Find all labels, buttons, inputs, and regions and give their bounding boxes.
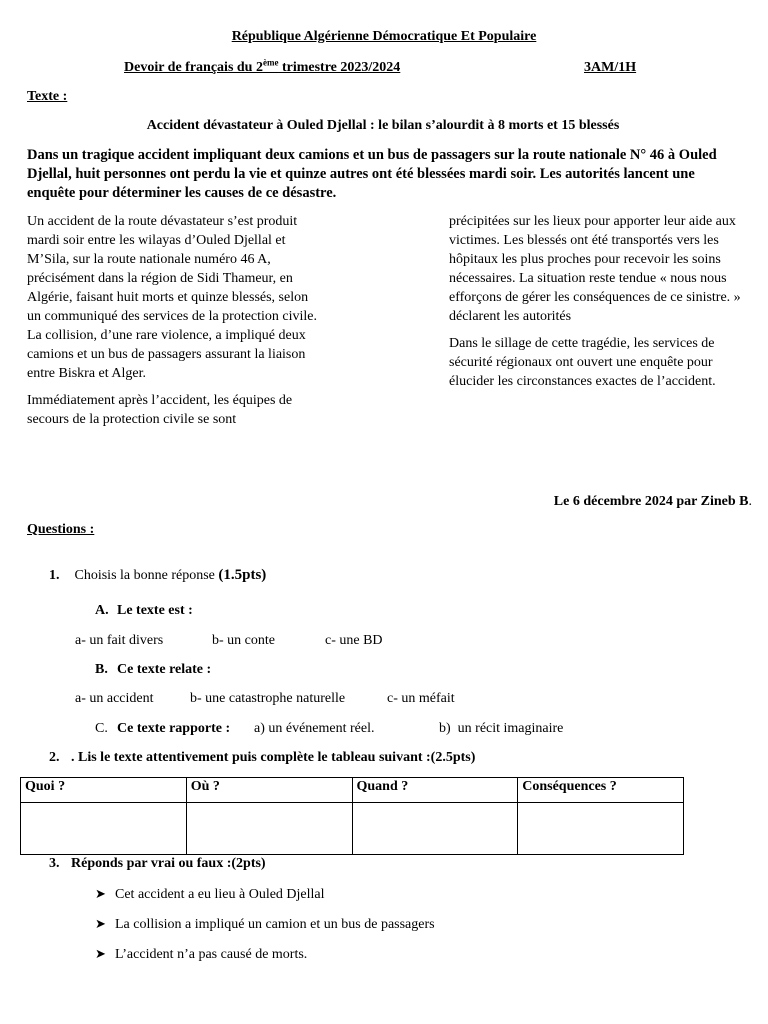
option-1a-b: b- un conte [212, 633, 275, 648]
answer-cell-consequences[interactable] [518, 803, 684, 855]
option-1a-c: c- une BD [325, 633, 383, 648]
article-lead: Dans un tragique accident impliquant deux camions et un bus de passagers sur la route nationale N° 46 à Ouled Djellal, huit personnes ont perdu la vie et quinze autres ont été blessées mardi soir. Les autorités lancent une enquête pour déterminer les causes de ce désastre. [27, 147, 717, 201]
option-1b-b: b- une catastrophe naturelle [190, 691, 346, 706]
table-answer-row [21, 803, 684, 855]
answer-cell-quoi[interactable] [21, 803, 187, 855]
question-1c: C. Ce texte rapporte : [95, 721, 231, 736]
option-1b-a: a- un accident [75, 691, 154, 706]
column-header-quoi: Quoi ? [21, 778, 187, 803]
article-title: Accident dévastateur à Ouled Djellal : le bilan s’alourdit à 8 morts et 15 blessés [146, 118, 620, 133]
republic-heading: République Algérienne Démocratique Et Populaire [231, 29, 537, 44]
article-left-column [27, 212, 319, 437]
arrow-bullet-icon: ➤ [95, 916, 106, 931]
table-header-row [21, 778, 684, 803]
class-label: 3AM/1H [584, 60, 637, 75]
option-1c-b: b) un récit imaginaire [439, 721, 564, 736]
option-1b-c: c- un méfait [387, 691, 455, 706]
article-right-column [449, 212, 744, 399]
question-1b: B. Ce texte relate : [95, 662, 212, 677]
byline: Le 6 décembre 2024 par Zineb B. [553, 494, 752, 509]
true-false-item: ➤ La collision a impliqué un camion et un bus de passagers [95, 916, 435, 932]
column-header-quand: Quand ? [352, 778, 518, 803]
answer-cell-quand[interactable] [352, 803, 518, 855]
article-paragraph: Dans le sillage de cette tragédie, les services de sécurité régionaux ont ouvert une enquête pour élucider les circonstances exactes de l’accident. [449, 336, 716, 389]
article-paragraph: précipitées sur les lieux pour apporter leur aide aux victimes. Les blessés ont été transportés vers les hôpitaux les plus proches pour recevoir les soins nécessaires. La situation reste tendue « nous nous efforçons de gérer les conséquences de ce sinistre. » déclarent les autorités [449, 214, 741, 324]
exam-title: Devoir de français du 2ème trimestre 2023/2024 [124, 57, 401, 75]
questions-label: Questions : [27, 522, 95, 537]
article-paragraph: Un accident de la route dévastateur s’est produit mardi soir entre les wilayas d’Ouled Djellal et M’Sila, sur la route nationale numéro 46 A, précisément dans la région de Sidi Thameur, en Algérie, faisant huit morts et quinze blessés, selon un communiqué des services de la protection civile. La collision, d’une rare violence, a impliqué deux camions et un bus de passagers assurant la liaison entre Biskra et Alger. [27, 214, 318, 381]
question-3: 3. Réponds par vrai ou faux :(2pts) [49, 856, 266, 871]
answer-cell-ou[interactable] [186, 803, 352, 855]
arrow-bullet-icon: ➤ [95, 886, 106, 901]
true-false-item: ➤ Cet accident a eu lieu à Ouled Djellal [95, 886, 325, 902]
answer-table [20, 777, 684, 855]
question-1: 1. Choisis la bonne réponse (1.5pts) [49, 567, 267, 583]
column-header-consequences: Conséquences ? [518, 778, 684, 803]
option-1a-a: a- un fait divers [75, 633, 164, 648]
texte-label: Texte : [27, 89, 68, 104]
arrow-bullet-icon: ➤ [95, 946, 106, 961]
article-paragraph: Immédiatement après l’accident, les équipes de secours de la protection civile se sont [27, 393, 293, 427]
question-1a: A. Le texte est : [95, 603, 193, 618]
column-header-ou: Où ? [186, 778, 352, 803]
option-1c-a: a) un événement réel. [254, 721, 375, 736]
question-2: 2. . Lis le texte attentivement puis complète le tableau suivant :(2.5pts) [49, 750, 476, 765]
true-false-item: ➤ L’accident n’a pas causé de morts. [95, 946, 308, 962]
